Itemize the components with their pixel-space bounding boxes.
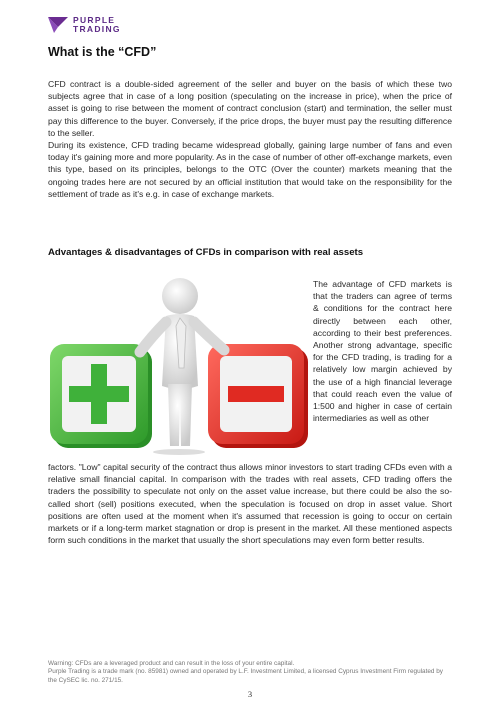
advantages-text-continued: factors. "Low" capital security of the contract thus allows minor investors to start trading CFDs even with a relative small financial capital. In comparison with the trades with real assets, CFD trading offers the traders the possibility to speculate not only on the asset value increase, but there could be also the so-called short (sell) positions executed, when the speculation is focused on drop in asset value. Short positions are often used at the moment when it's assumed that recession is going to occur on certain markets or if a long-term market stagnation or drop is present in the market. All these mentioned aspects form such conditions in the market that usually the short speculations may even form better results.: [48, 462, 452, 546]
intro-paragraph: CFD contract is a double-sided agreement of the seller and buyer on the basis of which these two subjects agree that in case of a long position (speculating on the increase in price), when the price of asset is going to rise between the moment of contract conclusion (start) and termination, the seller must pay this difference to the buyer. Conversely, if the price drops, the buyer must pay the resulting difference to the seller.: [48, 79, 452, 138]
intro-text: [48, 78, 452, 200]
footer-disclaimer: [48, 660, 452, 685]
brand-line1: PURPLE: [73, 15, 116, 25]
trademark-notice: Purple Trading is a trade mark (no. 85981) owned and operated by L.F. Investment Limited, a licensed Cyprus Investment Firm regulated by the CySEC lic. no. 271/15.: [48, 668, 444, 684]
brand-name: [73, 16, 121, 34]
risk-warning: Warning: CFDs are a leveraged product and can result in the loss of your entire capital.: [48, 660, 295, 667]
page-title: What is the “CFD”: [48, 45, 157, 59]
page-number: 3: [247, 689, 253, 699]
plus-minus-illustration: [48, 276, 310, 456]
section-heading: Advantages & disadvantages of CFDs in comparison with real assets: [48, 247, 364, 258]
plus-block: [50, 344, 152, 448]
brand-logo: [48, 16, 121, 34]
advantages-text: The advantage of CFD markets is that the traders can agree of terms & conditions for the contract here directly between each other, according to their best preferences. Another strong advantage, specific for the CFD trading, is trading for a relatively low margin achieved by the use of a high financial leverage that could reach even the value of 1:500 and higher in case of certain intermediaries as well as other: [313, 279, 452, 424]
brand-line2: TRADING: [73, 24, 121, 34]
logo-icon: [48, 17, 68, 33]
intro-paragraph: During its existence, CFD trading became widespread globally, gaining large number of fans and even today it's gaining more and more popularity. As in the case of number of other off-exchange markets, even this type, based on its principles, belongs to the OTC (Over the counter) markets meaning that the ongoing trades here are not secured by an official institution that would take on the responsibility for the settlement of trade as it's e.g. in case of exchange markets.: [48, 140, 452, 199]
minus-block: [208, 344, 308, 448]
